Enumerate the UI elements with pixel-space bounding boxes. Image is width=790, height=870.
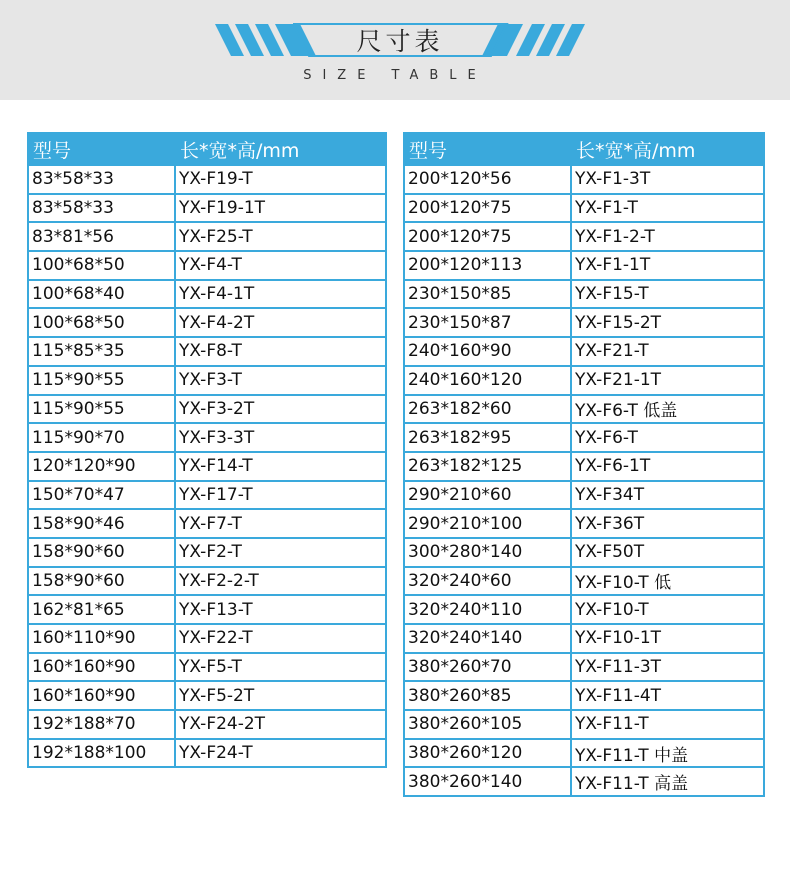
cell-size: 160*160*90 — [28, 681, 175, 710]
table-row — [404, 194, 764, 223]
table-row — [404, 251, 764, 280]
table-row — [404, 767, 764, 796]
cell-model: YX-F10-T 低 — [571, 567, 764, 596]
table-row — [28, 222, 386, 251]
table-row — [28, 308, 386, 337]
table-row — [404, 681, 764, 710]
cell-model: YX-F19-T — [175, 165, 386, 194]
cell-model: YX-F11-T 中盖 — [571, 739, 764, 768]
cell-model: YX-F6-T — [571, 423, 764, 452]
cell-model: YX-F22-T — [175, 624, 386, 653]
cell-model: YX-F3-T — [175, 366, 386, 395]
cell-size: 120*120*90 — [28, 452, 175, 481]
table-row — [404, 222, 764, 251]
cell-size: 83*81*56 — [28, 222, 175, 251]
table-row — [28, 452, 386, 481]
cell-size: 263*182*95 — [404, 423, 571, 452]
table-row — [404, 710, 764, 739]
table-row — [28, 165, 386, 194]
table-row — [28, 251, 386, 280]
table-row — [28, 481, 386, 510]
cell-model: YX-F25-T — [175, 222, 386, 251]
table-row — [404, 395, 764, 424]
table-row — [404, 452, 764, 481]
cell-size: 200*120*113 — [404, 251, 571, 280]
cell-model: YX-F1-3T — [571, 165, 764, 194]
cell-model: YX-F11-4T — [571, 681, 764, 710]
cell-model: YX-F1-1T — [571, 251, 764, 280]
cell-model: YX-F4-T — [175, 251, 386, 280]
cell-model: YX-F1-T — [571, 194, 764, 223]
cell-size: 150*70*47 — [28, 481, 175, 510]
cell-model: YX-F7-T — [175, 509, 386, 538]
cell-model: YX-F24-T — [175, 739, 386, 768]
column-header-model: 型号 — [404, 133, 571, 165]
table-row — [28, 280, 386, 309]
table-row — [404, 538, 764, 567]
cell-size: 115*90*55 — [28, 366, 175, 395]
cell-size: 240*160*90 — [404, 337, 571, 366]
column-header-model: 型号 — [28, 133, 175, 165]
cell-model: YX-F11-3T — [571, 653, 764, 682]
cell-size: 380*260*85 — [404, 681, 571, 710]
cell-size: 83*58*33 — [28, 165, 175, 194]
table-row — [404, 481, 764, 510]
table-row — [28, 595, 386, 624]
cell-size: 192*188*70 — [28, 710, 175, 739]
table-row — [28, 567, 386, 596]
cell-size: 230*150*85 — [404, 280, 571, 309]
cell-model: YX-F11-T 高盖 — [571, 767, 764, 796]
table-row — [404, 308, 764, 337]
cell-model: YX-F4-1T — [175, 280, 386, 309]
cell-size: 320*240*110 — [404, 595, 571, 624]
cell-model: YX-F15-T — [571, 280, 764, 309]
table-row — [404, 509, 764, 538]
cell-model: YX-F24-2T — [175, 710, 386, 739]
cell-model: YX-F10-T — [571, 595, 764, 624]
cell-size: 115*90*55 — [28, 395, 175, 424]
table-row — [404, 165, 764, 194]
cell-size: 380*260*120 — [404, 739, 571, 768]
cell-model: YX-F14-T — [175, 452, 386, 481]
table-row — [28, 337, 386, 366]
cell-model: YX-F10-1T — [571, 624, 764, 653]
cell-model: YX-F2-2-T — [175, 567, 386, 596]
table-row — [404, 595, 764, 624]
table-row — [404, 739, 764, 768]
cell-model: YX-F8-T — [175, 337, 386, 366]
table-row — [28, 710, 386, 739]
table-row — [28, 423, 386, 452]
table-row — [404, 624, 764, 653]
header-banner — [0, 0, 790, 100]
cell-size: 320*240*140 — [404, 624, 571, 653]
table-header-row — [28, 133, 386, 165]
cell-model: YX-F6-1T — [571, 452, 764, 481]
cell-model: YX-F17-T — [175, 481, 386, 510]
cell-model: YX-F13-T — [175, 595, 386, 624]
cell-size: 192*188*100 — [28, 739, 175, 768]
table-row — [28, 624, 386, 653]
cell-size: 100*68*50 — [28, 308, 175, 337]
cell-size: 158*90*46 — [28, 509, 175, 538]
cell-size: 200*120*75 — [404, 194, 571, 223]
cell-size: 290*210*60 — [404, 481, 571, 510]
cell-size: 200*120*75 — [404, 222, 571, 251]
cell-size: 380*260*70 — [404, 653, 571, 682]
cell-model: YX-F34T — [571, 481, 764, 510]
table-row — [28, 681, 386, 710]
table-row — [404, 567, 764, 596]
cell-model: YX-F1-2-T — [571, 222, 764, 251]
cell-size: 230*150*87 — [404, 308, 571, 337]
cell-model: YX-F36T — [571, 509, 764, 538]
cell-size: 263*182*60 — [404, 395, 571, 424]
cell-size: 100*68*50 — [28, 251, 175, 280]
table-row — [28, 509, 386, 538]
cell-model: YX-F4-2T — [175, 308, 386, 337]
cell-size: 160*160*90 — [28, 653, 175, 682]
cell-size: 240*160*120 — [404, 366, 571, 395]
cell-size: 83*58*33 — [28, 194, 175, 223]
cell-model: YX-F15-2T — [571, 308, 764, 337]
column-header-dimensions: 长*宽*高/mm — [175, 133, 386, 165]
cell-model: YX-F50T — [571, 538, 764, 567]
cell-size: 162*81*65 — [28, 595, 175, 624]
table-row — [28, 653, 386, 682]
cell-model: YX-F11-T — [571, 710, 764, 739]
cell-size: 320*240*60 — [404, 567, 571, 596]
cell-size: 115*90*70 — [28, 423, 175, 452]
table-row — [404, 337, 764, 366]
table-header-row — [404, 133, 764, 165]
cell-size: 300*280*140 — [404, 538, 571, 567]
cell-model: YX-F3-3T — [175, 423, 386, 452]
table-row — [28, 194, 386, 223]
stripe-icon — [482, 24, 523, 56]
cell-size: 115*85*35 — [28, 337, 175, 366]
cell-size: 380*260*105 — [404, 710, 571, 739]
cell-model: YX-F21-T — [571, 337, 764, 366]
cell-model: YX-F3-2T — [175, 395, 386, 424]
table-row — [404, 280, 764, 309]
column-header-dimensions: 长*宽*高/mm — [571, 133, 764, 165]
cell-size: 158*90*60 — [28, 567, 175, 596]
page-subtitle: SIZE TABLE — [303, 68, 487, 83]
cell-size: 380*260*140 — [404, 767, 571, 796]
cell-model: YX-F2-T — [175, 538, 386, 567]
size-table-left — [27, 132, 387, 768]
cell-model: YX-F5-T — [175, 653, 386, 682]
cell-size: 100*68*40 — [28, 280, 175, 309]
page-title: 尺寸表 — [356, 27, 444, 56]
table-row — [28, 538, 386, 567]
cell-size: 158*90*60 — [28, 538, 175, 567]
size-table-right — [403, 132, 765, 797]
table-row — [404, 366, 764, 395]
cell-model: YX-F21-1T — [571, 366, 764, 395]
cell-model: YX-F19-1T — [175, 194, 386, 223]
cell-model: YX-F5-2T — [175, 681, 386, 710]
table-row — [28, 395, 386, 424]
cell-model: YX-F6-T 低盖 — [571, 395, 764, 424]
cell-size: 263*182*125 — [404, 452, 571, 481]
cell-size: 160*110*90 — [28, 624, 175, 653]
table-row — [404, 653, 764, 682]
table-row — [404, 423, 764, 452]
cell-size: 290*210*100 — [404, 509, 571, 538]
table-row — [28, 366, 386, 395]
cell-size: 200*120*56 — [404, 165, 571, 194]
table-row — [28, 739, 386, 768]
